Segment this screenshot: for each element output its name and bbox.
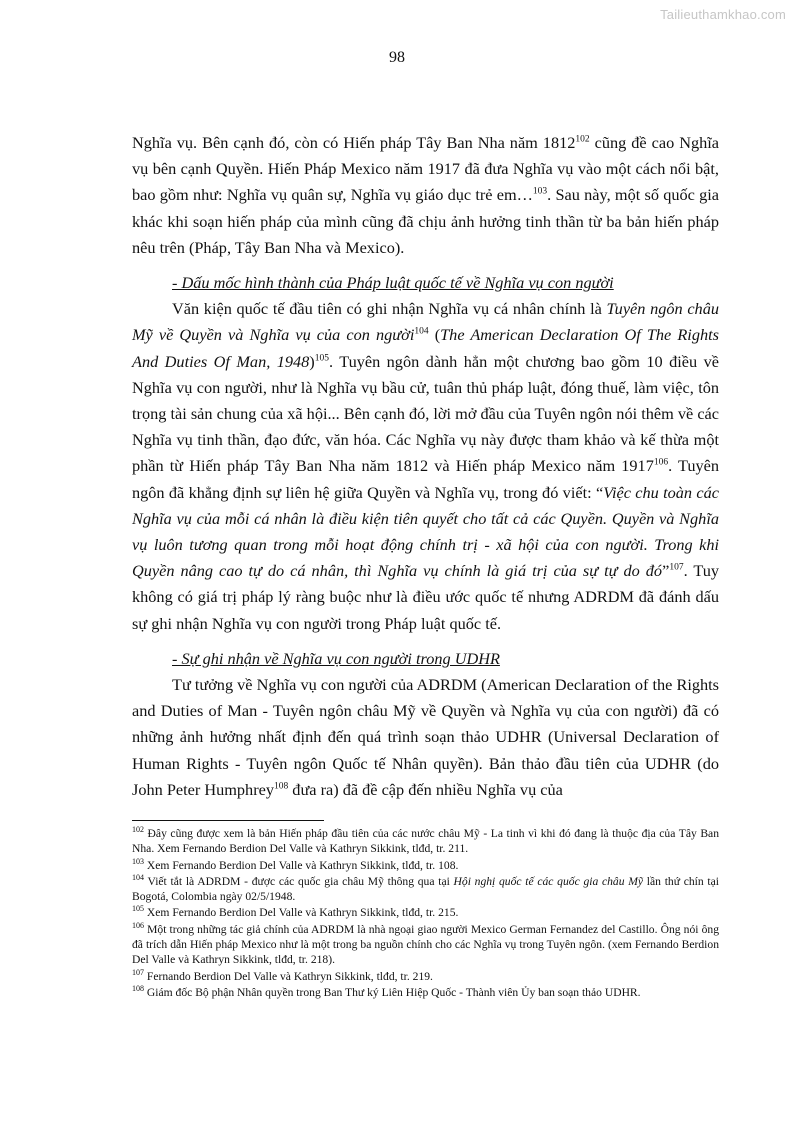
footnote-102: $^{102}$ Đây cũng được xem là bản Hiến pháp đầu tiên của các nước châu Mỹ - La tinh vì khi đó đang là thuộc địa của Tây Ban Nha. Xem Fernando Berdion Del Valle và Kathryn Sikkink, tlđd, tr. 211. bbox=[132, 825, 719, 856]
watermark: Tailieuthamkhao.com bbox=[660, 7, 786, 22]
footnote-ref-108[interactable]: 108 bbox=[273, 781, 289, 792]
footnote-ref-105[interactable]: 105 bbox=[314, 353, 329, 364]
paragraph-3: Tư tưởng về Nghĩa vụ con người của ADRDM (American Declaration of the Rights and Duties of Man - Tuyên ngôn châu Mỹ về Quyền và Nghĩa vụ của con người) đã có những ảnh hưởng nhất định đến quá trình soạn thảo UDHR (Universal Declaration of Human Rights - Tuyên ngôn Quốc tế Nhân quyền). Bản thảo đầu tiên của UDHR (do John Peter Humphrey$^{108}$ đưa ra) đã đề cập đến nhiều Nghĩa vụ của bbox=[132, 675, 719, 799]
footnote-107: $^{107}$ Fernando Berdion Del Valle và Kathryn Sikkink, tlđd, tr. 219. bbox=[132, 967, 433, 983]
footnote-105: $^{105}$ Xem Fernando Berdion Del Valle và Kathryn Sikkink, tlđd, tr. 215. bbox=[132, 904, 459, 920]
footnote-108: $^{108}$ Giám đốc Bộ phận Nhân quyền trong Ban Thư ký Liên Hiệp Quốc - Thành viên Ủy ban soạn thảo UDHR. bbox=[132, 984, 641, 999]
footnote-ref-103[interactable]: 103 bbox=[532, 186, 548, 197]
section-heading-2: - Sự ghi nhận về Nghĩa vụ con người trong UDHR bbox=[172, 648, 500, 668]
page-number: 98 bbox=[389, 49, 405, 66]
footnote-ref-107[interactable]: 107 bbox=[669, 562, 684, 573]
footnotes bbox=[132, 826, 719, 1001]
paragraph-2: Văn kiện quốc tế đầu tiên có ghi nhận Nghĩa vụ cá nhân chính là Tuyên ngôn châu Mỹ về Quyền và Nghĩa vụ của con người$^{104}$ (The American Declaration Of The Rights And Duties Of Man, 1948)$^{105}$. Tuyên ngôn dành hẳn một chương bao gồm 10 điều về Nghĩa vụ con người, như là Nghĩa vụ bầu cử, tuân thủ pháp luật, đóng thuế, làm việc, tôn trọng tài sản chung của xã hội... Bên cạnh đó, lời mở đầu của Tuyên ngôn nói thêm về các Nghĩa vụ tinh thần, đạo đức, văn hóa. Các Nghĩa vụ này được tham khảo và kế thừa một phần từ Hiến pháp Tây Ban Nha năm 1812 và Hiến pháp Mexico năm 1917$^{106}$. Tuyên ngôn đã khẳng định sự liên hệ giữa Quyền và Nghĩa vụ, trong đó viết: “Việc chu toàn các Nghĩa vụ của mỗi cá nhân là điều kiện tiên quyết cho tất cả các Quyền. Quyền và Nghĩa vụ luôn tương quan trong mỗi hoạt động chính trị - xã hội của con người. Trong khi Quyền nâng cao tự do cá nhân, thì Nghĩa vụ chính là giá trị của sự tự do đó”$^{107}$. Tuy không có giá trị pháp lý ràng buộc như là điều ước quốc tế nhưng ADRDM đã đánh dấu sự ghi nhận Nghĩa vụ con người trong Pháp luật quốc tế. bbox=[132, 299, 720, 633]
section-heading-1: - Dấu mốc hình thành của Pháp luật quốc tế về Nghĩa vụ con người bbox=[172, 273, 614, 293]
footnote-104: $^{104}$ Viết tắt là ADRDM - được các quốc gia châu Mỹ thông qua tại Hội nghị quốc tế các quốc gia châu Mỹ lần thứ chín tại Bogotá, Colombia ngày 02/5/1948. bbox=[132, 873, 720, 904]
footnote-ref-102[interactable]: 102 bbox=[575, 134, 590, 145]
paragraph-1: Nghĩa vụ. Bên cạnh đó, còn có Hiến pháp Tây Ban Nha năm 1812$^{102}$ cũng đề cao Nghĩa vụ bên cạnh Quyền. Hiến Pháp Mexico năm 1917 đã đưa Nghĩa vụ vào một cách nổi bật, bao gồm như: Nghĩa vụ quân sự, Nghĩa vụ giáo dục trẻ em…$^{103}$. Sau này, một số quốc gia khác khi soạn hiến pháp của mình cũng đã chịu ảnh hưởng tinh thần từ ba bản hiến pháp nêu trên (Pháp, Tây Ban Nha và Mexico). bbox=[132, 133, 719, 257]
footnote-ref-106[interactable]: 106 bbox=[653, 458, 669, 469]
quotation: Việc chu toàn các Nghĩa vụ của mỗi cá nhân là điều kiện tiên quyết cho tất cả các Quyền. Quyền và Nghĩa vụ luôn tương quan trong mỗi hoạt động chính trị - xã hội của con người. Trong khi Quyền nâng cao tự do cá nhân, thì Nghĩa vụ chính là giá trị của sự tự do đó bbox=[132, 482, 719, 581]
footnote-separator bbox=[132, 820, 324, 821]
footnote-106: $^{106}$ Một trong những tác giả chính của ADRDM là nhà ngoại giao người Mexico German Fernandez del Castillo. Ông nói ông đã trích dẫn Hiến pháp Mexico như là một trong ba nguồn chính cho các Nghĩa vụ trong Tuyên ngôn. (xem Fernando Berdion Del Valle và Kathryn Sikkink, tlđd, tr. 218). bbox=[132, 920, 719, 967]
footnote-103: $^{103}$ Xem Fernando Berdion Del Valle và Kathryn Sikkink, tlđd, tr. 108. bbox=[132, 856, 459, 872]
footnote-ref-104[interactable]: 104 bbox=[414, 327, 429, 337]
body-text bbox=[132, 130, 719, 803]
